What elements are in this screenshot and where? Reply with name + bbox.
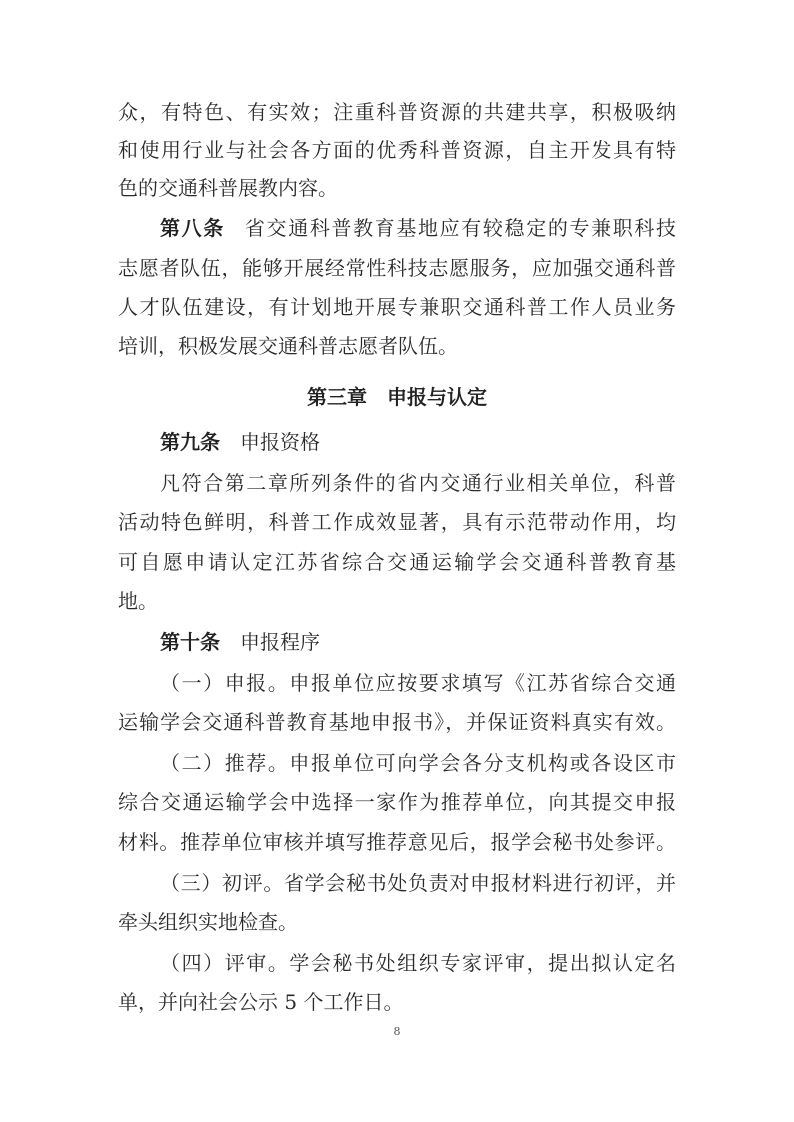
- article-10-heading: [160, 628, 676, 656]
- text-line: （三）初评。省学会秘书处负责对申报材料进行初评，并: [160, 871, 676, 895]
- article-8-label: 第八条: [160, 216, 225, 240]
- article-9-label: 第九条: [160, 430, 220, 454]
- text-line: （四）评审。学会秘书处组织专家评审，提出拟认定名: [160, 951, 676, 975]
- text-line: 志愿者队伍，能够开展经常性科技志愿服务，应加强交通科普: [118, 256, 676, 280]
- page-number: 8: [393, 1025, 401, 1038]
- text-line: 培训，积极发展交通科普志愿者队伍。: [118, 334, 458, 358]
- text-line: 综合交通运输学会中选择一家作为推荐单位，向其提交申报: [118, 790, 676, 814]
- text-line: 众，有特色、有实效；注重科普资源的共建共享，积极吸纳: [118, 100, 676, 124]
- text-line: 活动特色鲜明，科普工作成效显著，具有示范带动作用，均: [118, 510, 676, 534]
- text-line: （一）申报。申报单位应按要求填写《江苏省综合交通: [160, 671, 676, 695]
- article-8-first-line: [160, 214, 676, 242]
- text-line: 牵头组织实地检查。: [118, 910, 298, 934]
- text-line: 色的交通科普展教内容。: [118, 176, 338, 200]
- chapter-title: 申报与认定: [387, 385, 487, 409]
- text-line: 和使用行业与社会各方面的优秀科普资源，自主开发具有特: [118, 138, 676, 162]
- text-line: 地。: [118, 589, 158, 613]
- article-9-title: 申报资格: [240, 430, 320, 454]
- article-10-label: 第十条: [160, 630, 220, 654]
- text-line: 运输学会交通科普教育基地申报书》，并保证资料真实有效。: [118, 710, 676, 734]
- text-line: 凡符合第二章所列条件的省内交通行业相关单位，科普: [160, 471, 676, 495]
- article-9-heading: [160, 428, 676, 456]
- text-line: 可自愿申请认定江苏省综合交通运输学会交通科普教育基: [118, 550, 676, 574]
- chapter-heading: [0, 383, 794, 411]
- text-line: 人才队伍建设，有计划地开展专兼职交通科普工作人员业务: [118, 295, 676, 319]
- text-span: 省交通科普教育基地应有较稳定的专兼职科技: [244, 216, 677, 240]
- chapter-number: 第三章: [307, 385, 367, 409]
- article-10-title: 申报程序: [240, 630, 320, 654]
- text-line: （二）推荐。申报单位可向学会各分支机构或各设区市: [160, 751, 676, 775]
- text-line: 材料。推荐单位审核并填写推荐意见后，报学会秘书处参评。: [118, 830, 676, 854]
- text-line: 单，并向社会公示 5 个工作日。: [118, 990, 404, 1014]
